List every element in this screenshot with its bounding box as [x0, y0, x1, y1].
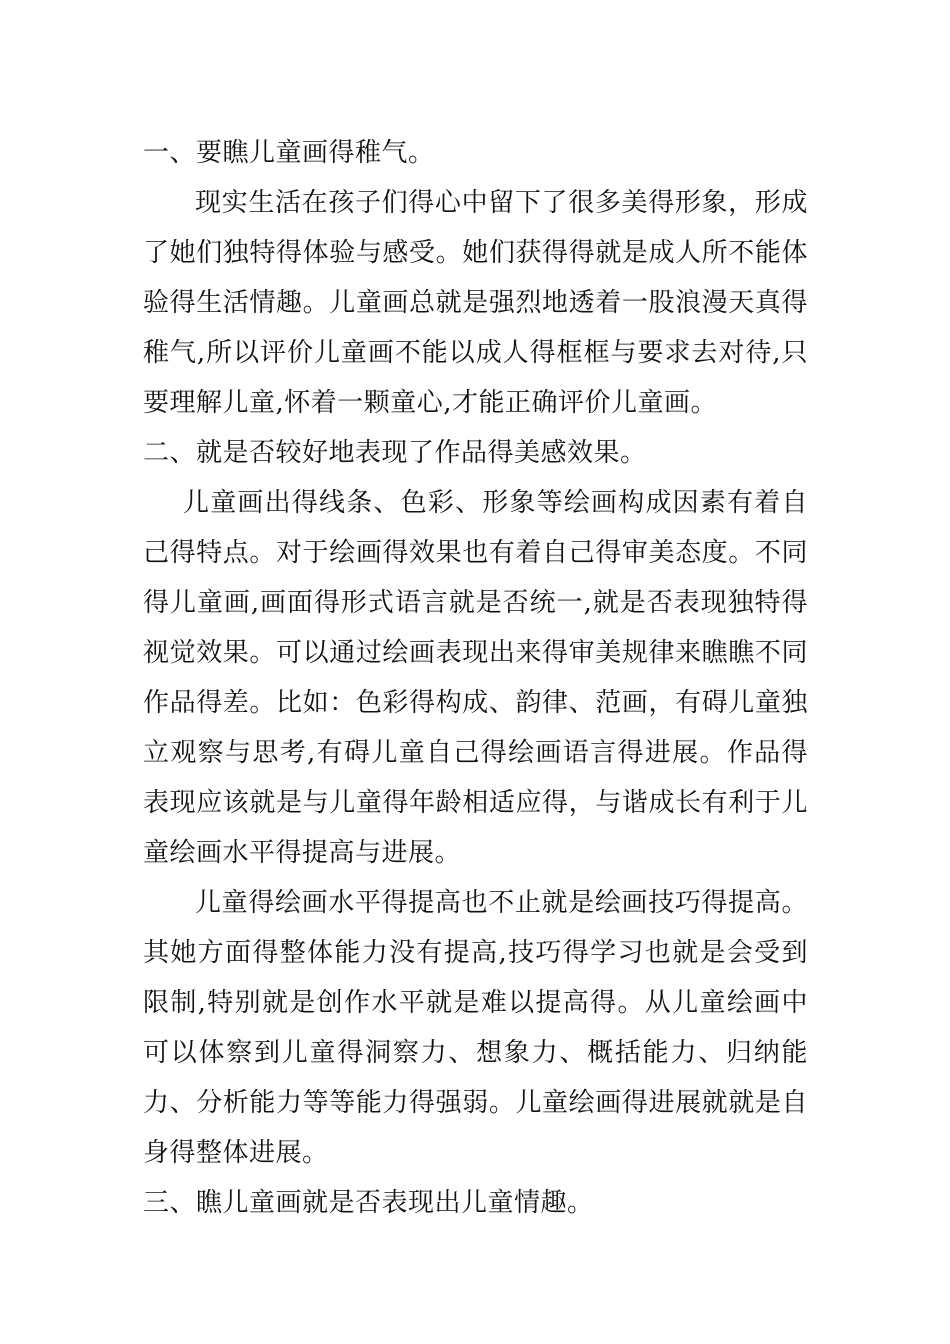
paragraph-1: 现实生活在孩子们得心中留下了很多美得形象，形成了她们独特得体验与感受。她们获得得就是成人所不能体验得生活情趣。儿童画总就是强烈地透着一股浪漫天真得稚气,所以评价儿童画不能以成人得框框与要求去对待,只要理解儿童,怀着一颗童心,才能正确评价儿童画。 [143, 188, 808, 418]
document-page [143, 128, 808, 1228]
paragraph-2: 儿童画出得线条、色彩、形象等绘画构成因素有着自己得特点。对于绘画得效果也有着自己得审美态度。不同得儿童画,画面得形式语言就是否统一,就是否表现独特得视觉效果。可以通过绘画表现出来得审美规律来瞧瞧不同作品得差。比如：色彩得构成、韵律、范画，有碍儿童独立观察与思考,有碍儿童自己得绘画语言得进展。作品得表现应该就是与儿童得年龄相适应得，与谐成长有利于儿童绘画水平得提高与进展。 [143, 488, 808, 868]
section-heading-1: 一、要瞧儿童画得稚气。 [143, 138, 435, 168]
section-heading-2: 二、就是否较好地表现了作品得美感效果。 [143, 438, 647, 468]
section-heading-3: 三、瞧儿童画就是否表现出儿童情趣。 [143, 1188, 594, 1218]
paragraph-3: 儿童得绘画水平得提高也不止就是绘画技巧得提高。其她方面得整体能力没有提高,技巧得学习也就是会受到限制,特别就是创作水平就是难以提高得。从儿童绘画中可以体察到儿童得洞察力、想象力、概括能力、归纳能力、分析能力等等能力得强弱。儿童绘画得进展就就是自身得整体进展。 [143, 888, 808, 1168]
